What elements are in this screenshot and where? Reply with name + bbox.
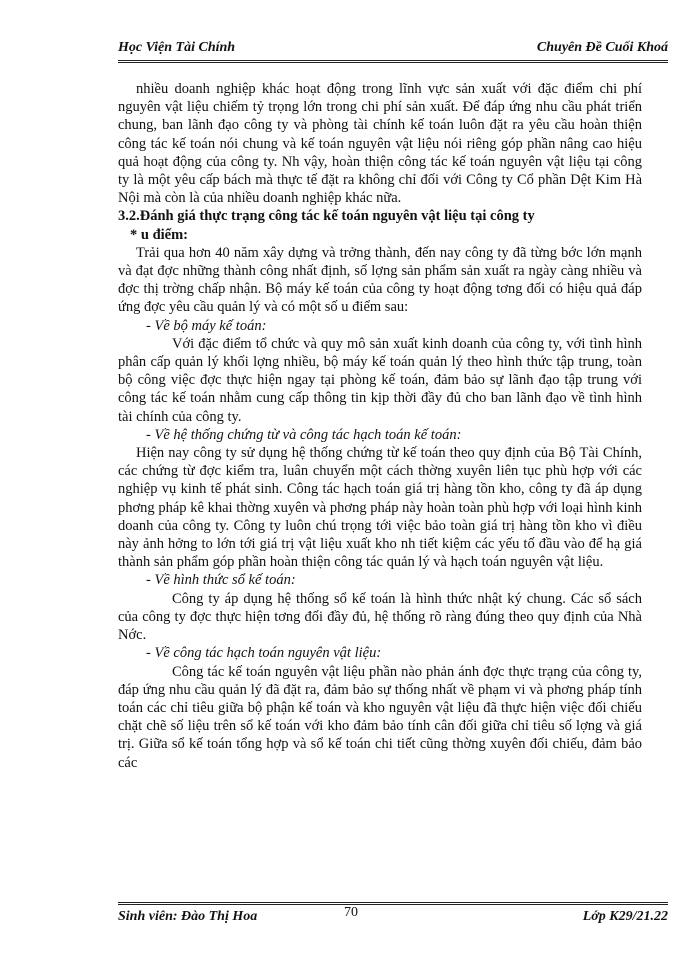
advantages-subheading: * u điểm: xyxy=(130,226,188,243)
item-dash: - xyxy=(146,426,151,443)
item-label: Về hình thức sổ kế toán: xyxy=(154,572,296,589)
item-paragraph: Công tác kế toán nguyên vật liệu phần nào phản ánh đợc thực trạng của công ty, đáp ứng nhu cầu quản lý đã đặt ra, đảm bảo sự thống nhất về phạm vi và phơng pháp tính toán các chỉ tiêu giữa bộ phận kế toán và kho nguyên vật liệu đã thực hiện việc đối chiếu chặt chẽ số liệu trên sổ kế toán với kho đảm bảo tính cân đối giữa chỉ tiêu số lợng và giá trị. Giữa sổ kế toán tổng hợp và sổ kế toán chi tiết cũng thờng xuyên đối chiếu, đảm bảo các xyxy=(118,663,642,771)
advantages-intro-paragraph: Trải qua hơn 40 năm xây dựng và trởng thành, đến nay công ty đã từng bớc lớn mạnh và đạt đợc những thành công nhất định, số lợng sản phẩm sản xuất ra ngày càng nhiều và đợc thị trờng chấp nhận. Bộ máy kế toán của công ty hoạt động tơng đối có hiệu quả đáp ứng đợc yêu cầu quản lý và có một số u điểm sau: xyxy=(118,244,642,316)
page-body xyxy=(118,80,642,772)
header-rule xyxy=(118,60,668,63)
item-label: Về hệ thống chứng từ và công tác hạch toán kế toán: xyxy=(154,426,462,443)
item-label: Về công tác hạch toán nguyên vật liệu: xyxy=(154,645,382,662)
item-dash: - xyxy=(146,645,151,662)
item-dash: - xyxy=(146,317,151,334)
item-paragraph: Hiện nay công ty sử dụng hệ thống chứng từ kế toán theo quy định của Bộ Tài Chính, các chứng từ đợc kiểm tra, luân chuyển một cách thờng xuyên liên tục phù hợp với các nghiệp vụ kinh tế phát sinh. Công tác hạch toán giá trị hàng tồn kho, công ty đã áp dụng phơng pháp kê khai thờng xuyên và phơng pháp này hoàn toàn phù hợp với loại hình kinh doanh của công ty. Công ty luôn chú trọng tới việc bảo toàn giá trị hàng tồn kho vì điều này ảnh hởng to lớn tới giá trị vật liệu xuất kho nh tiết kiệm các yếu tố đầu vào để hạ giá thành sản phẩm góp phần hoàn thiện công tác quản lý và hạch toán nguyên vật liệu. xyxy=(118,445,642,571)
item-label-line xyxy=(118,571,642,589)
footer-class: Lớp K29/21.22 xyxy=(582,909,668,924)
page-number: 70 xyxy=(344,905,358,920)
section-heading: 3.2.Đánh giá thực trạng công tác kế toán nguyên vật liệu tại công ty xyxy=(118,208,535,225)
intro-paragraph: nhiều doanh nghiệp khác hoạt động trong lĩnh vực sản xuất với đặc điểm chi phí nguyên vật liệu chiếm tỷ trọng lớn trong chi phí sản xuất. Để đáp ứng nhu cầu phát triển chung, ban lãnh đạo công ty và phòng tài chính kế toán luôn đặt ra yêu cầu hoàn thiện công tác kế toán nói chung và kế toán nguyên vật liệu nói riêng góp phần nâng cao hiệu quả hoạt động của công ty. Nh vậy, hoàn thiện công tác kế toán nguyên vật liệu tại công ty là một yêu cấp bách mà thực tế đặt ra không chỉ đối với Công ty Cổ phần Dệt Kim Hà Nội mà còn là của nhiều doanh nghiệp khác nữa. xyxy=(118,81,642,207)
footer-student: Sinh viên: Đào Thị Hoa xyxy=(118,909,258,924)
item-label-line xyxy=(118,317,642,335)
header-institution: Học Viện Tài Chính xyxy=(118,40,236,55)
item-label: Về bộ máy kế toán: xyxy=(154,317,267,334)
item-dash: - xyxy=(146,572,151,589)
item-label-line xyxy=(118,644,642,662)
item-paragraph: Với đặc điểm tổ chức và quy mô sản xuất kinh doanh của công ty, với tình hình phân cấp quản lý khối lợng nhiều, bộ máy kế toán quản lý theo hình thức tập trung, toàn bộ công việc đợc thực hiện ngay tại phòng kế toán, đảm bảo sự lãnh đạo tập trung với công tác kế toán nhằm cung cấp thông tin kịp thời đầy đủ cho ban lãnh đạo về tình hình tài chính của công ty. xyxy=(118,335,642,425)
item-paragraph: Công ty áp dụng hệ thống sổ kế toán là hình thức nhật ký chung. Các sổ sách của công ty đợc thực hiện tơng đối đầy đủ, hệ thống rõ ràng đúng theo quy định của Nhà Nớc. xyxy=(118,590,642,644)
page-footer xyxy=(118,905,668,927)
page-header xyxy=(118,40,668,60)
header-document-type: Chuyên Đề Cuối Khoá xyxy=(536,40,668,55)
item-label-line xyxy=(118,426,642,444)
